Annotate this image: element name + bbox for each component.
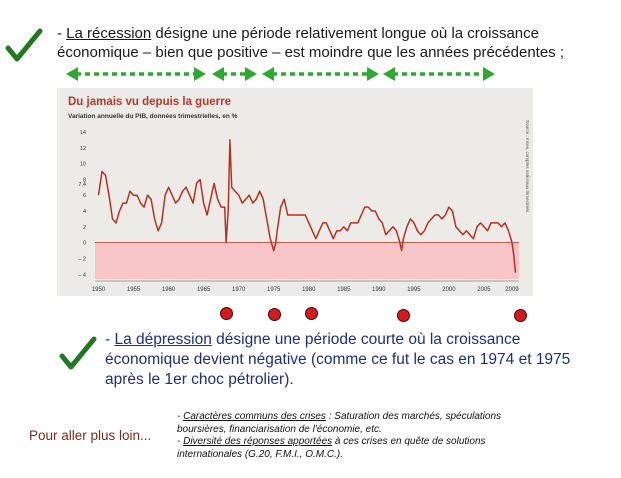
y-tick-label: 0 — [82, 240, 86, 247]
recession-term: La récession — [66, 25, 152, 42]
x-tick-label: 1975 — [267, 287, 281, 293]
checkmark-icon — [4, 26, 44, 66]
x-tick-label: 1990 — [372, 287, 386, 293]
y-tick-label: 2 — [82, 224, 86, 231]
depression-marker-1975 — [268, 308, 281, 321]
y-tick-label: 10 — [79, 161, 86, 168]
recession-arrow-3 — [262, 67, 379, 81]
x-tick-label: 1980 — [302, 287, 316, 293]
x-tick-label: 2000 — [442, 287, 456, 293]
x-tick-label: 1965 — [196, 287, 211, 293]
depression-marker-2009 — [514, 309, 527, 322]
further-reading-link[interactable]: Pour aller plus loin... — [29, 428, 152, 443]
recession-period-arrows — [0, 64, 621, 84]
checkmark-icon — [58, 334, 98, 374]
x-tick-label: 1995 — [407, 287, 421, 293]
chart-subtitle: Variation annuelle du PIB, données trimestrielles, en % — [68, 113, 238, 120]
depression-marker-1958 — [220, 307, 233, 320]
negative-growth-band — [95, 243, 519, 279]
y-tick-label: 12 — [79, 145, 86, 152]
notes-block: - Caractères communs des crises : Saturation des marchés, spéculations boursières, financiarisation de l'économie, etc. - Diversité des réponses apportées à ces crises en quête de solutions internationales (G.20, F.M.I., O.M.C.). — [177, 411, 502, 460]
y-tick-label: 6 — [82, 193, 86, 200]
y-tick-label: – 4 — [78, 272, 86, 279]
y-tick-label: 8 — [82, 177, 86, 184]
x-tick-label: 2005 — [477, 287, 491, 293]
depression-marker-1993 — [397, 309, 410, 322]
depression-definition: - La dépression désigne une période courte où la croissance économique devient négative (comme ce fut le cas en 1974 et 1975 après le 1er choc pétrolier). — [105, 331, 571, 388]
depression-marker-1982 — [305, 307, 318, 320]
y-tick-label: 7,4 — [78, 182, 86, 189]
x-tick-label: 2009 — [505, 287, 519, 293]
depression-term: La dépression — [114, 331, 212, 348]
recession-definition: - La récession désigne une période relativement longue où la croissance économique – bien que positive – est moindre que les années précédentes ; — [57, 25, 565, 61]
gdp-chart — [57, 88, 533, 296]
recession-arrow-2 — [212, 67, 257, 81]
x-tick-label: 1960 — [161, 287, 176, 293]
x-tick-label: 1955 — [126, 287, 141, 293]
chart-title: Du jamais vu depuis la guerre — [68, 96, 231, 108]
recession-arrow-1 — [66, 67, 206, 81]
recession-arrow-4 — [383, 67, 495, 81]
x-tick-label: 1970 — [231, 287, 246, 293]
y-tick-label: 14 — [79, 129, 86, 136]
y-tick-label: – 2 — [78, 256, 86, 263]
x-tick-label: 1985 — [337, 287, 351, 293]
chart-source-note: Source : Insee, comptes nationaux trimestriels — [525, 120, 530, 213]
y-tick-label: 4 — [82, 209, 86, 216]
x-tick-label: 1950 — [91, 287, 106, 293]
